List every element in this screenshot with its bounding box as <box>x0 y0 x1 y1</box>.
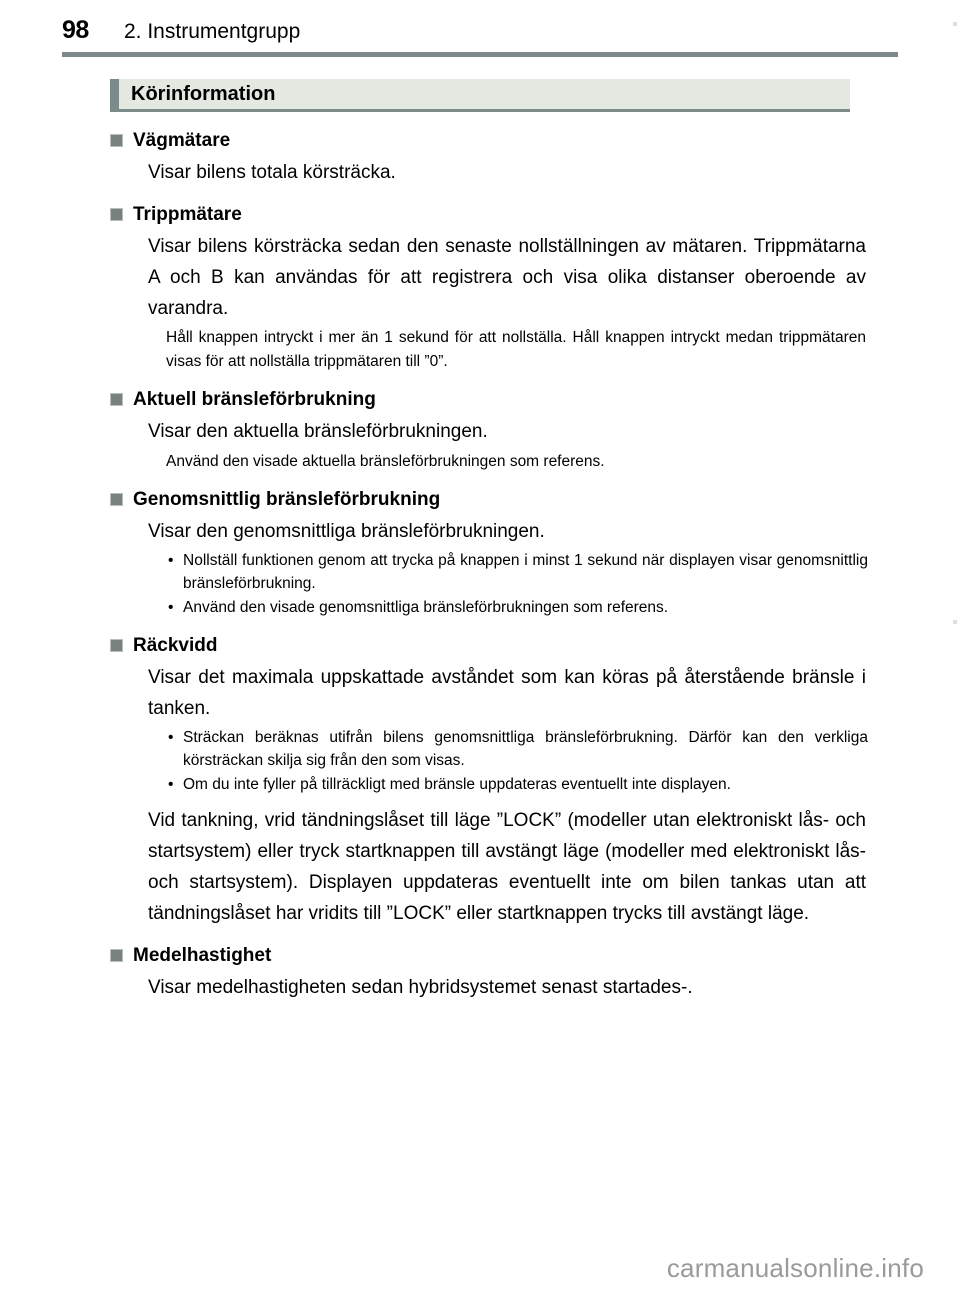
entry-title: Vägmätare <box>133 130 231 151</box>
list-item-text: Om du inte fyller på tillräckligt med bränsle uppdateras eventuellt inte displayen. <box>183 775 731 793</box>
list-item <box>166 726 868 773</box>
entry-trippmatare <box>110 202 868 373</box>
site-watermark: carmanualsonline.info <box>666 1253 924 1283</box>
section-header-body <box>119 79 850 109</box>
entry-title: Aktuell bränsleförbrukning <box>133 389 376 411</box>
entry-rackvidd <box>110 633 868 929</box>
entry-paragraph: Vid tankning, vrid tändningslåset till läge ”LOCK” (modeller utan elektroniskt lås- och startsystem) eller tryck startknappen till avstängt läge (modeller med elektroniskt lås- och startsystem). Displayen uppdateras eventuellt inte om bilen tankas utan att tändningslåset har vridits till ”LOCK” eller startknappen trycks till avstängt läge. <box>148 810 866 924</box>
entry-title: Genomsnittlig bränsleförbrukning <box>133 489 441 511</box>
entry-heading <box>110 128 868 154</box>
entry-body: Visar den aktuella bränsleförbrukningen. <box>148 421 488 443</box>
entry-bullet-list <box>166 726 868 797</box>
entry-heading <box>110 943 868 969</box>
section-header-band <box>110 79 850 112</box>
square-bullet-icon <box>110 949 123 962</box>
list-item-text: Nollställ funktionen genom att trycka på knappen i minst 1 sekund när displayen visar genomsnittlig bränsleförbrukning. <box>183 551 868 593</box>
entry-note: Använd den visade aktuella bränsleförbrukningen som referens. <box>166 452 605 470</box>
entry-body: Visar det maximala uppskattade avståndet som kan köras på återstående bränsle i tanken. <box>148 667 866 719</box>
entry-body: Visar den genomsnittliga bränsleförbrukningen. <box>148 521 545 543</box>
entry-aktuell-bransleforbrukning <box>110 387 868 473</box>
page-edge-mark <box>953 22 957 26</box>
entry-body: Visar bilens körsträcka sedan den senaste nollställningen av mätaren. Trippmätarna A och B kan användas för att registrera och visa olika distanser oberoende av varandra. <box>148 236 866 319</box>
square-bullet-icon <box>110 208 123 221</box>
dot-bullet-icon: • <box>168 551 174 569</box>
dot-bullet-icon: • <box>168 728 174 746</box>
entry-bullet-list <box>166 549 868 620</box>
square-bullet-icon <box>110 393 123 406</box>
dot-bullet-icon: • <box>168 775 174 793</box>
section-accent-bar <box>110 79 119 109</box>
square-bullet-icon <box>110 639 123 652</box>
page-number: 98 <box>62 16 89 44</box>
entry-body: Visar bilens totala körsträcka. <box>148 161 396 183</box>
entry-heading <box>110 202 868 228</box>
entry-title: Räckvidd <box>133 635 218 657</box>
list-item-text: Sträckan beräknas utifrån bilens genomsnittliga bränsleförbrukning. Därför kan den verkliga körsträckan skilja sig från den som visas. <box>183 728 868 770</box>
entry-vagmatare <box>110 128 868 188</box>
page-header <box>0 0 960 46</box>
entry-title: Medelhastighet <box>133 945 272 967</box>
chapter-title: 2. Instrumentgrupp <box>124 20 301 43</box>
section-title: Körinformation <box>131 83 276 105</box>
entry-heading <box>110 487 868 513</box>
page-edge-mark <box>953 620 957 624</box>
square-bullet-icon <box>110 493 123 506</box>
entry-note: Håll knappen intryckt i mer än 1 sekund för att nollställa. Håll knappen intryckt medan trippmätaren visas för att nollställa trippmätaren till ”0”. <box>166 329 866 370</box>
entry-body: Visar medelhastigheten sedan hybridsystemet senast startades-. <box>148 976 693 998</box>
list-item <box>166 773 868 797</box>
entry-medelhastighet <box>110 943 868 1003</box>
list-item <box>166 596 868 620</box>
content-area <box>0 128 960 1004</box>
entry-heading <box>110 633 868 659</box>
entry-title: Trippmätare <box>133 204 242 226</box>
entry-heading <box>110 387 868 413</box>
list-item-text: Använd den visade genomsnittliga bränsleförbrukningen som referens. <box>183 598 669 616</box>
square-bullet-icon <box>110 134 123 147</box>
list-item <box>166 549 868 596</box>
header-divider <box>62 52 898 57</box>
entry-genomsnittlig-bransleforbrukning <box>110 487 868 619</box>
dot-bullet-icon: • <box>168 598 174 616</box>
